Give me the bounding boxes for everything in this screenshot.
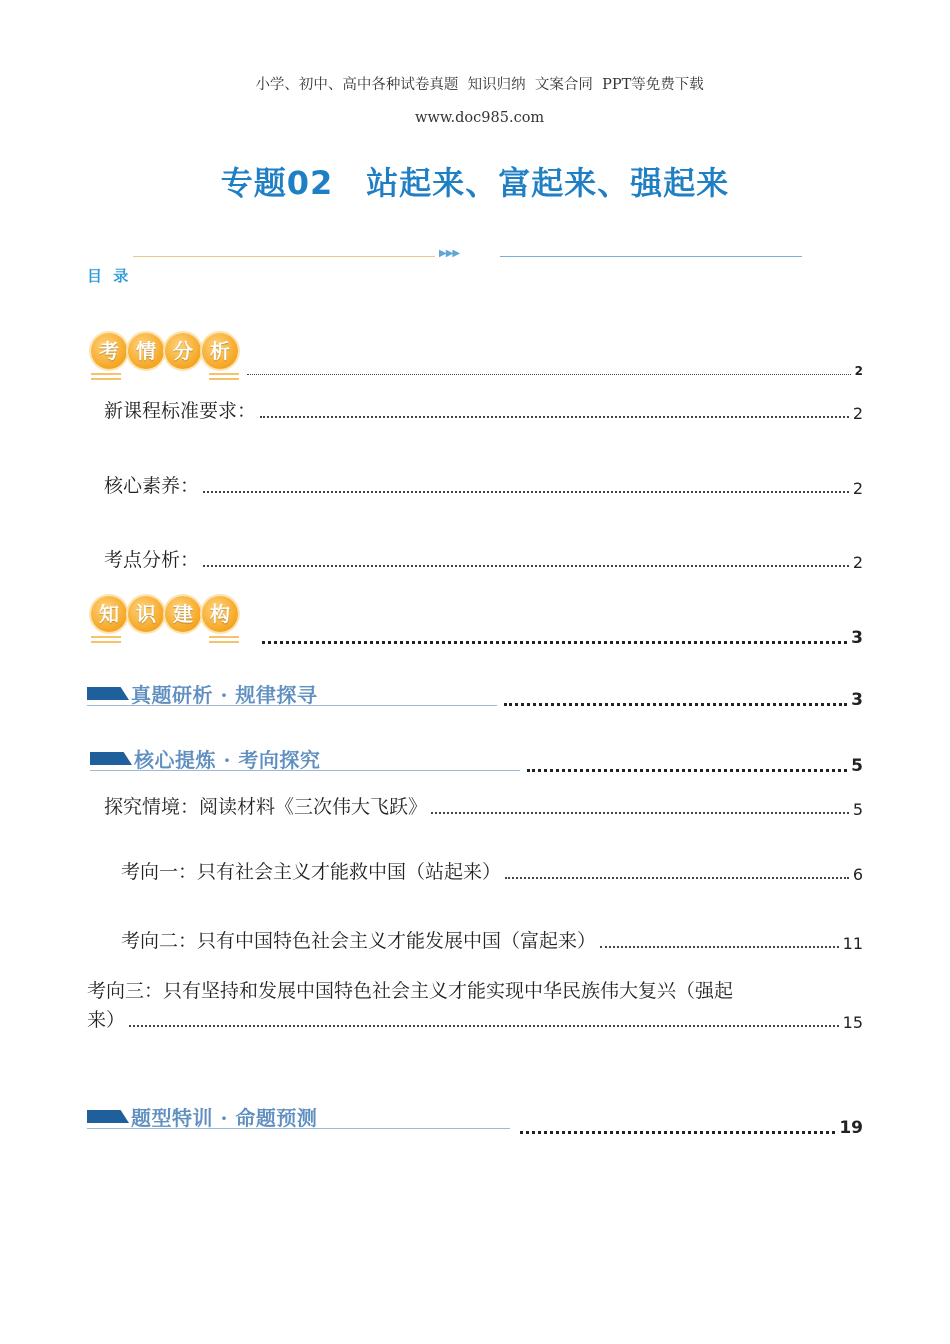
badge-char: 构 [202, 596, 238, 632]
section-ribbon-hexintilian [90, 744, 320, 773]
toc-leader [203, 565, 849, 567]
badge-kaoqing [91, 333, 238, 369]
toc-row-xinkecheng[interactable] [104, 396, 863, 423]
ribbon-label: 核心提炼 · 考向探究 [134, 748, 321, 772]
badge-char: 知 [91, 596, 127, 632]
toc-row-zhenti[interactable] [500, 690, 863, 710]
divider-right [500, 256, 802, 257]
toc-row-tanjiu[interactable] [104, 792, 863, 819]
toc-label: 核心素养： [104, 475, 200, 497]
section-ribbon-tixing [87, 1102, 317, 1131]
ribbon-label: 题型特训 · 命题预测 [131, 1106, 318, 1130]
toc-page: 2 [852, 553, 863, 572]
ribbon-underline [90, 770, 520, 771]
toc-label: 探究情境：阅读材料《三次伟大飞跃》 [104, 796, 428, 818]
toc-page: 11 [842, 934, 863, 953]
badge-zhishi [91, 596, 238, 632]
toc-row-kaoxiang1[interactable] [121, 857, 863, 884]
toc-page: 2 [852, 404, 863, 423]
toc-leader [203, 491, 849, 493]
ribbon-label: 真题研析 · 规律探寻 [131, 683, 318, 707]
toc-row-tixing[interactable] [516, 1118, 863, 1138]
ribbon-bar-icon [87, 687, 129, 700]
badge-underline [91, 636, 241, 646]
badge-char: 建 [165, 596, 201, 632]
arrows-icon: ▶▶▶ [439, 248, 460, 259]
badge-char: 考 [91, 333, 127, 369]
toc-label: 考向一：只有社会主义才能救中国（站起来） [121, 861, 502, 883]
toc-leader [129, 1025, 839, 1027]
ribbon-underline [87, 1128, 510, 1129]
toc-row-kaoqing[interactable] [243, 364, 863, 378]
document-title: 专题02 站起来、富起来、强起来 [220, 164, 730, 202]
toc-leader [505, 877, 849, 879]
toc-leader [520, 1131, 835, 1134]
toc-row-zhishi[interactable] [258, 628, 863, 648]
toc-label-cont: 来） [87, 1009, 126, 1031]
toc-page: 3 [851, 628, 863, 648]
toc-leader [431, 812, 849, 814]
page-header [0, 57, 950, 126]
toc-leader [247, 374, 851, 375]
toc-page: 2 [852, 479, 863, 498]
badge-char: 识 [128, 596, 164, 632]
toc-leader [527, 769, 847, 772]
toc-row-kaoxiang3[interactable] [87, 976, 863, 1032]
toc-label: 新课程标准要求： [104, 400, 257, 422]
toc-leader [600, 946, 839, 948]
badge-underline [91, 373, 241, 383]
toc-leader [504, 703, 847, 706]
ribbon-bar-icon [90, 752, 132, 765]
toc-label: 考向三：只有坚持和发展中国特色社会主义才能实现中华民族伟大复兴（强起 [87, 980, 734, 1002]
header-text: 小学、初中、高中各种试卷真题 知识归纳 文案合同 PPT等免费下载 [255, 77, 704, 93]
toc-leader [262, 641, 847, 644]
header-url[interactable]: www.doc985.com [415, 110, 545, 126]
ribbon-bar-icon [87, 1110, 129, 1123]
toc-page: 6 [852, 865, 863, 884]
toc-page: 2 [854, 364, 863, 378]
toc-row-kaoxiang2[interactable] [121, 926, 863, 953]
toc-page: 5 [852, 800, 863, 819]
toc-row-hexintilian[interactable] [523, 756, 863, 776]
toc-label: 考点分析： [104, 549, 200, 571]
badge-char: 分 [165, 333, 201, 369]
toc-leader [260, 416, 849, 418]
toc-row-kaodian[interactable] [104, 545, 863, 572]
toc-label: 考向二：只有中国特色社会主义才能发展中国（富起来） [121, 930, 597, 952]
ribbon-underline [87, 705, 497, 706]
section-ribbon-zhenti [87, 679, 317, 708]
toc-page: 3 [851, 690, 863, 710]
toc-page: 19 [839, 1118, 863, 1138]
toc-page: 5 [851, 756, 863, 776]
toc-row-hexin[interactable] [104, 471, 863, 498]
divider-left [133, 256, 435, 257]
badge-char: 情 [128, 333, 164, 369]
toc-page: 15 [842, 1013, 863, 1032]
badge-char: 析 [202, 333, 238, 369]
toc-heading: 目 录 [87, 267, 132, 285]
